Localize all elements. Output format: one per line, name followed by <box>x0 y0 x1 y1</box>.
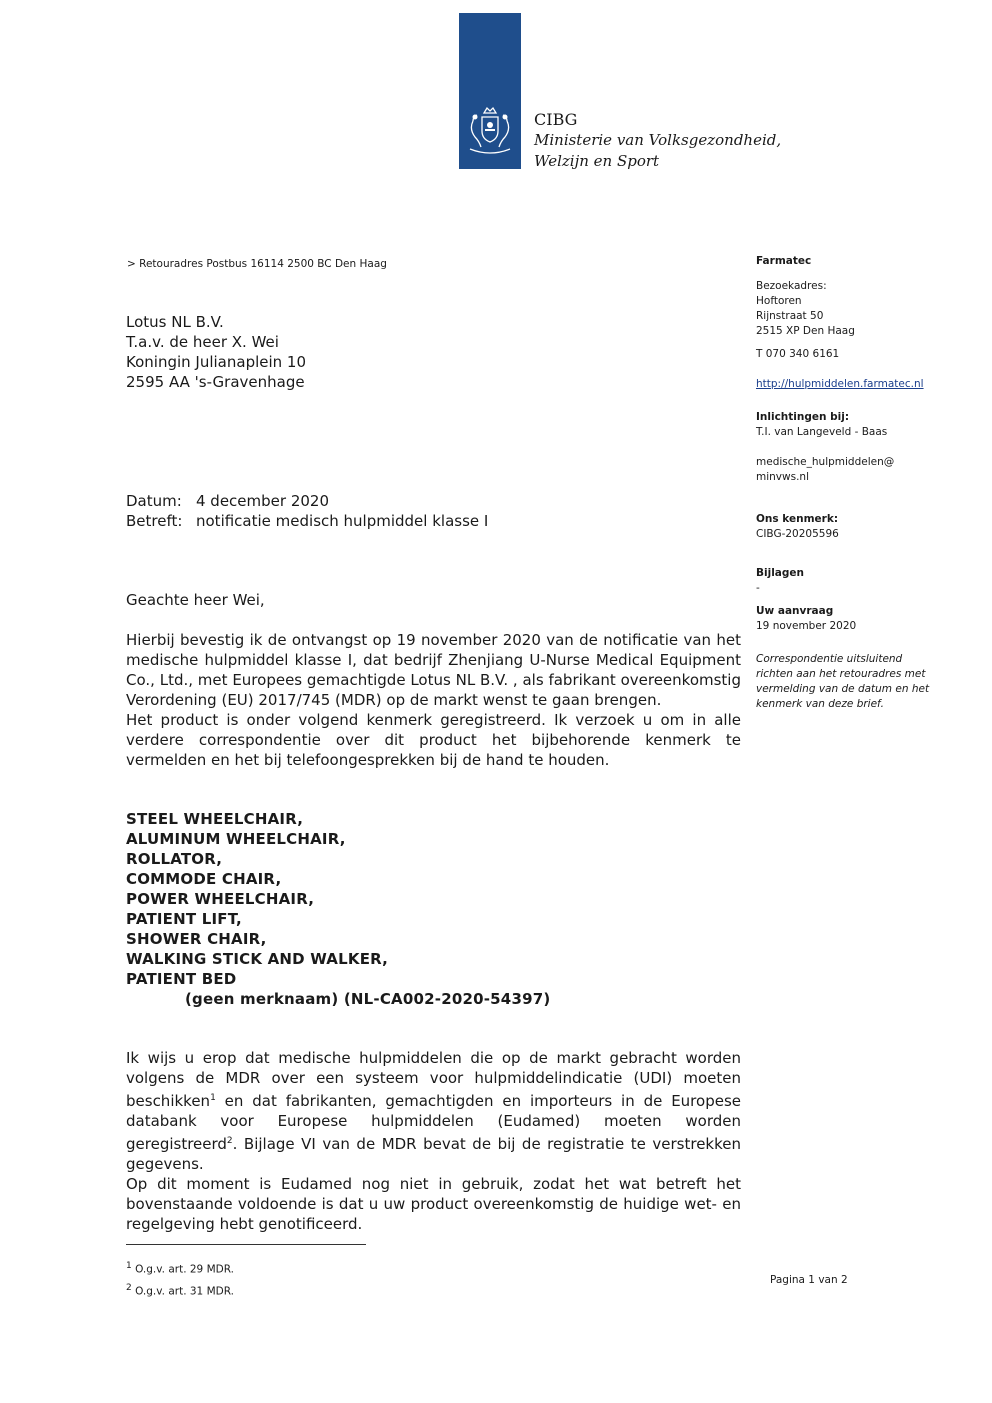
attachments-value: - <box>756 582 760 594</box>
product-item: SHOWER CHAIR, <box>126 930 267 948</box>
footnote-number: 2 <box>126 1282 132 1293</box>
date-value: 4 december 2020 <box>196 492 330 510</box>
sidebar-info <box>756 254 976 712</box>
subject-value: notificatie medisch hulpmiddel klasse I <box>196 512 489 530</box>
visit-city: 2515 XP Den Haag <box>756 325 855 337</box>
recipient-line: Lotus NL B.V. <box>126 313 224 331</box>
recipient-line: T.a.v. de heer X. Wei <box>126 333 279 351</box>
subject-label: Betreft: <box>126 512 183 530</box>
salutation: Geachte heer Wei, <box>126 591 265 609</box>
footnote <box>126 1257 234 1279</box>
product-item: PATIENT LIFT, <box>126 910 242 928</box>
product-list <box>126 809 550 1009</box>
footnotes <box>126 1257 234 1300</box>
logo-bar <box>459 13 521 169</box>
visit-building: Hoftoren <box>756 295 802 307</box>
recipient-address <box>126 312 306 392</box>
recipient-line: 2595 AA 's-Gravenhage <box>126 373 305 391</box>
product-brand-reference: (geen merknaam) (NL-CA002-2020-54397) <box>185 990 551 1008</box>
correspondence-note-line3: vermelding van de datum en het <box>756 683 930 695</box>
paragraph-text: . Bijlage VI van de MDR bevat de bij de registratie te verstrekken gegevens. <box>126 1135 741 1173</box>
reference-label: Ons kenmerk: <box>756 513 839 525</box>
footnote <box>126 1279 234 1301</box>
reference-value: CIBG-20205596 <box>756 528 839 540</box>
paragraph: Het product is onder volgend kenmerk geregistreerd. Ik verzoek u om in alle verdere correspondentie over dit product het bijbehorende kenmerk te vermelden en het bij telefoongesprekken bij de hand te houden. <box>126 711 741 769</box>
page-number: Pagina 1 van 2 <box>770 1274 848 1286</box>
body-section-1 <box>126 630 741 770</box>
coat-of-arms-logo <box>465 105 515 161</box>
date-label: Datum: <box>126 492 182 510</box>
product-item: WALKING STICK AND WALKER, <box>126 950 389 968</box>
subject-row <box>126 511 488 531</box>
correspondence-note-line2: richten aan het retouradres met <box>756 668 926 680</box>
website-link[interactable]: http://hulpmiddelen.farmatec.nl <box>756 378 924 390</box>
paragraph <box>126 1048 741 1174</box>
product-item: ROLLATOR, <box>126 850 223 868</box>
product-item: STEEL WHEELCHAIR, <box>126 810 304 828</box>
footnote-number: 1 <box>126 1261 132 1271</box>
ministry-name-line2: Welzijn en Sport <box>534 152 660 170</box>
paragraph: Hierbij bevestig ik de ontvangst op 19 november 2020 van de notificatie van het medische hulpmiddel klasse I, dat bedrijf Zhenjiang U-Nurse Medical Equipment Co., Ltd., met Europees gemachtigde Lotus NL B.V. , als fabrikant overeenkomstig Verordening (EU) 2017/745 (MDR) op de markt wenst te gaan brengen. <box>126 631 741 709</box>
correspondence-note-line1: Correspondentie uitsluitend <box>756 653 903 665</box>
letter-meta <box>126 491 488 531</box>
attachments-label: Bijlagen <box>756 567 804 579</box>
paragraph-text: en dat fabrikanten, gemachtigden en importeurs in de Europese databank voor Europese hulpmiddelen (Eudamed) moeten worden geregistreerd <box>126 1092 741 1153</box>
product-item: PATIENT BED <box>126 970 237 988</box>
footnote-ref: 1 <box>210 1093 216 1103</box>
product-item: POWER WHEELCHAIR, <box>126 890 315 908</box>
recipient-line: Koningin Julianaplein 10 <box>126 353 307 371</box>
phone: T 070 340 6161 <box>756 348 840 360</box>
department: Farmatec <box>756 255 812 267</box>
return-address: > Retouradres Postbus 16114 2500 BC Den Haag <box>127 258 387 270</box>
product-item: COMMODE CHAIR, <box>126 870 282 888</box>
footnote-text: O.g.v. art. 31 MDR. <box>131 1285 234 1297</box>
footnote-divider <box>126 1244 366 1245</box>
email-line2[interactable]: minvws.nl <box>756 471 809 483</box>
request-value: 19 november 2020 <box>756 620 857 632</box>
logo-text <box>534 110 781 172</box>
info-label: Inlichtingen bij: <box>756 411 850 423</box>
visit-label: Bezoekadres: <box>756 280 827 292</box>
correspondence-note-line4: kenmerk van deze brief. <box>756 698 884 710</box>
paragraph-text: Ik wijs u erop dat medische hulpmiddelen die op de markt gebracht worden volgens de MDR over een systeem voor hulpmiddelindicatie (UDI) moeten beschikken <box>126 1049 741 1110</box>
email-line1[interactable]: medische_hulpmiddelen@ <box>756 456 895 468</box>
info-name: T.I. van Langeveld - Baas <box>756 426 888 438</box>
org-name: CIBG <box>534 110 578 129</box>
ministry-name-line1: Ministerie van Volksgezondheid, <box>534 131 782 149</box>
visit-street: Rijnstraat 50 <box>756 310 824 322</box>
product-item: ALUMINUM WHEELCHAIR, <box>126 830 346 848</box>
body-section-2 <box>126 1048 741 1234</box>
date-row <box>126 491 488 511</box>
footnote-ref: 2 <box>226 1136 233 1146</box>
footnote-text: O.g.v. art. 29 MDR. <box>131 1263 234 1276</box>
request-label: Uw aanvraag <box>756 605 834 617</box>
paragraph: Op dit moment is Eudamed nog niet in gebruik, zodat het wat betreft het bovenstaande voldoende is dat u uw product overeenkomstig de huidige wet- en regelgeving hebt genotificeerd. <box>126 1175 741 1233</box>
